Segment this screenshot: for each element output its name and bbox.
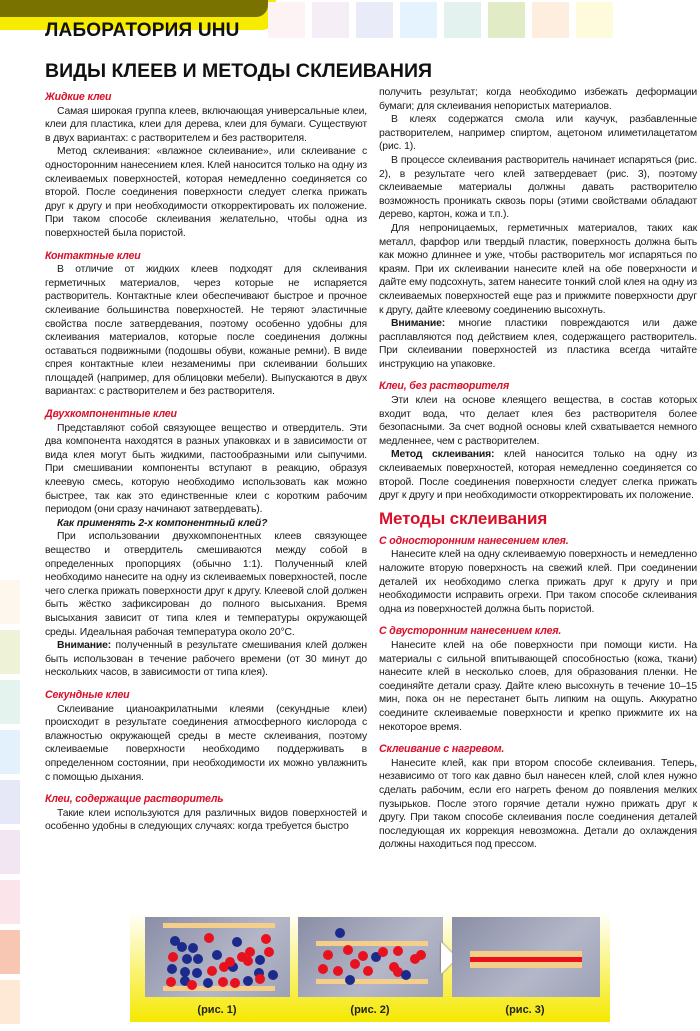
warning-label: Внимание:	[391, 318, 446, 330]
method-label: Метод склеивания:	[391, 449, 495, 461]
section-liquid-glues	[45, 91, 367, 241]
section-heat-method	[379, 743, 697, 852]
color-strip	[0, 980, 20, 1024]
solvent-particle	[335, 928, 345, 938]
color-strip	[0, 880, 20, 924]
color-swatch	[576, 2, 613, 38]
paragraph: Такие клеи используются для различных видов поверхностей и особенно удобны в следующих случаях: когда требуется быстро	[45, 807, 367, 833]
board-bottom	[470, 962, 582, 968]
cured-glue-layer	[470, 957, 582, 962]
section-heading: С односторонним нанесением клея.	[379, 534, 569, 547]
color-swatch	[444, 2, 481, 38]
resin-particle	[261, 934, 271, 944]
resin-particle	[243, 956, 253, 966]
paragraph: Нанесите клей на одну склеиваемую поверхность и немедленно наложите вторую поверхность на свежий клей. При соединении деталей их необходимо слегка прижать друг к другу и при необходимости исправить огрехи. При таком способе склеивания одна из поверхностей должна быть пористой.	[379, 549, 697, 615]
solvent-particle	[177, 942, 187, 952]
paragraph: Нанесите клей на обе поверхности при помощи кисти. На материалы с сильной впитывающей способностью (кожа, ткани) нанесите клей в несколько слоев, для образования пленки. Не соединяйте детали сразу. Дайте клею высохнуть в течение 10–15 мин, пока он не перестанет быть липким на ощупь. Аккуратно соедините склеиваемые поверхности и крепко прижмите их на некоторое время.	[379, 639, 697, 733]
header-bar-dark	[0, 0, 268, 17]
resin-particle	[393, 946, 403, 956]
section-instant-glues	[45, 689, 367, 784]
board-top	[316, 941, 428, 946]
method-text: клей наносится только на одну из склеиваемых поверхностей, которая немедленно соединяется со второй. После соединения поверхности следует слегка прижать друг к другу и при необходимости откорректировать их положение.	[379, 449, 698, 502]
section-heading: Контактные клеи	[45, 249, 141, 262]
color-strip	[0, 930, 20, 974]
color-strip	[0, 830, 20, 874]
board-bottom	[316, 979, 428, 984]
resin-particle	[168, 952, 178, 962]
figure-1-caption: (рис. 1)	[197, 1004, 237, 1016]
color-swatch	[488, 2, 525, 38]
brand-title: ЛАБОРАТОРИЯ UHU	[45, 20, 240, 41]
color-swatch	[356, 2, 393, 38]
resin-particle	[358, 951, 368, 961]
board-top	[163, 923, 275, 928]
resin-particle	[318, 964, 328, 974]
resin-particle	[230, 978, 240, 988]
paragraph: Склеивание цианоакрилатными клеями (секундные клеи) происходит в результате соединения атмосферного кислорода с влажностью окружающей среды в месте склеивания, поэтому склеиваемые поверхности необходимо поддерживать в определенном состоянии, при необходимости их можно увлажнить с помощью дыхания.	[45, 703, 367, 783]
resin-particle	[378, 947, 388, 957]
paragraph: Для непроницаемых, герметичных материалов, таких как металл, фарфор или твердый пластик, поверхность должна быть как можно длиннее и уже, чтобы растворитель мог испаряться по краям. При их склеивании нанесите клей на обе поверхности и дайте ему подсохнуть, затем нанесите тонкий слой клея на одну из склеиваемых поверхностей еще раз и прижмите поверхности друг к другу, дайте клеевому соединению высохнуть.	[379, 222, 697, 316]
solvent-particle	[188, 943, 198, 953]
paragraph: В процессе склеивания растворитель начинает испаряться (рис. 2), в результате чего клей затвердевает (рис. 3), поэтому склеиваемые материалы должны давать растворителю возможность проникать сквозь поры (этими свойствами обладают дерево, картон, кожа и т.п.).	[379, 154, 697, 221]
section-one-side-method	[379, 535, 697, 617]
color-strip	[0, 580, 20, 624]
warning-label: Внимание:	[57, 640, 112, 652]
resin-particle	[323, 950, 333, 960]
solvent-particle	[167, 964, 177, 974]
solvent-particle	[212, 950, 222, 960]
section-solvent-free-glues	[379, 380, 697, 502]
resin-particle	[245, 947, 255, 957]
color-strip	[0, 730, 20, 774]
left-column	[45, 91, 367, 834]
section-heading: Жидкие клеи	[45, 91, 112, 103]
paragraph: Представляют собой связующее вещество и отвердитель. Эти два компонента находятся в разных упаковках и в зависимости от вида клея могут быть жидкими, пастообразными или сыпучими. При смешивании компоненты вступают в реакцию, образуя клеевую смесь, которую необходимо использовать как можно быстрее, так как это единственные клеи с коротким рабочим периодом (они сразу начинают затвердевать).	[45, 422, 367, 516]
resin-particle	[187, 980, 197, 990]
color-swatches	[268, 0, 700, 38]
solvent-particle	[182, 954, 192, 964]
solvent-particle	[255, 955, 265, 965]
color-swatch	[312, 2, 349, 38]
resin-particle	[225, 957, 235, 967]
section-heading: Клеи, без растворителя	[379, 380, 510, 393]
warning-text: многие пластики повреждаются или даже расплавляются под действием клея, содержащего растворитель. При склеивании поверхностей из пластика всегда читайте инструкцию на упаковке.	[379, 318, 697, 370]
resin-particle	[343, 945, 353, 955]
paragraph: Метод склеивания: «влажное склеивание», или склеивание с односторонним нанесением клея. Клей наносится только на одну из склеиваемых поверхностей, которая немедленно соединяется со второй. После соединения поверхности следует слегка прижать друг к другу и при необходимости откорректировать их положение. При таком способе склеивания желательно, чтобы одна из поверхностей была пористой.	[45, 146, 367, 239]
warning-paragraph	[379, 317, 697, 371]
solvent-particle	[203, 978, 213, 988]
color-swatch	[400, 2, 437, 38]
resin-particle	[207, 966, 217, 976]
method-paragraph	[379, 448, 697, 502]
section-heading: Клеи, содержащие растворитель	[45, 793, 224, 806]
paragraph: Самая широкая группа клеев, включающая универсальные клеи, клеи для пластика, клеи для дерева, клеи для бумаги. Существуют в двух вариантах: с растворителем и без растворителя.	[45, 105, 367, 144]
solvent-particle	[232, 937, 242, 947]
board-top	[470, 951, 582, 957]
resin-particle	[333, 966, 343, 976]
solvent-particle	[193, 954, 203, 964]
solvent-particle	[243, 976, 253, 986]
section-two-component-glues	[45, 408, 367, 680]
paragraph: Эти клеи на основе клеящего вещества, в состав которых входит вода, что делает клея без растворителя более безопасными. За счет водной основы клей схватывается немного медленнее, чем с растворителем.	[379, 395, 697, 447]
figure-1-image	[145, 917, 290, 997]
board-bottom	[163, 986, 275, 991]
page-title: ВИДЫ КЛЕЕВ И МЕТОДЫ СКЛЕИВАНИЯ	[45, 60, 433, 82]
color-strip	[0, 630, 20, 674]
section-heading: Секундные клеи	[45, 688, 130, 701]
solvent-particle	[345, 975, 355, 985]
resin-particle	[204, 933, 214, 943]
subheading-question: Как применять 2-х компонентный клей?	[57, 517, 268, 529]
resin-particle	[255, 974, 265, 984]
paragraph: получить результат; когда необходимо избежать деформации бумаги; для склеивания непористых материалов.	[379, 87, 697, 112]
figure-3-image	[452, 917, 600, 997]
resin-particle	[166, 977, 176, 987]
color-swatch	[268, 2, 305, 38]
methods-heading: Методы склеивания	[379, 508, 548, 528]
color-strip	[0, 780, 20, 824]
resin-particle	[416, 950, 426, 960]
figure-3-caption: (рис. 3)	[505, 1004, 545, 1016]
section-solvent-glues-continued	[379, 86, 697, 371]
resin-particle	[218, 977, 228, 987]
warning-text: полученный в результате смешивания клей должен быть использован в течение рабочего времени (от 30 минут до нескольких часов, в зависимости от типа клея).	[45, 640, 367, 679]
solvent-particle	[192, 968, 202, 978]
paragraph: В клеях содержатся смола или каучук, разбавленные растворителем, например спиртом, ацетоном илиметилацетатом (рис. 1).	[379, 114, 697, 153]
section-heading: Склеивание с нагревом.	[379, 743, 505, 756]
color-strip	[0, 680, 20, 724]
figures-strip	[130, 912, 610, 1022]
warning-paragraph	[45, 639, 367, 680]
figure-2-image	[298, 917, 443, 997]
section-heading: С двусторонним нанесением клея.	[379, 625, 562, 638]
solvent-particle	[401, 970, 411, 980]
paragraph: При использовании двухкомпонентных клеев связующее вещество и отвердитель смешиваются между собой в определенных пропорциях (обычно 1:1). Полученный клей необходимо нанесите на одну из склеиваемых поверхностей, после чего слегка прижать поверхности друг к другу. Клеевой слой должен быть жёстко зафиксирован до полного высыхания. Время высыхания зависит от типа клея и температуры окружающей среды. Идеальная рабочая температура около 20°C.	[45, 531, 367, 638]
section-heading: Двухкомпонентные клеи	[45, 408, 177, 421]
right-column	[379, 86, 697, 852]
paragraph: В отличие от жидких клеев подходят для склеивания герметичных материалов, через которые не испаряется растворитель. Контактные клеи обеспечивают быстрое и прочное склеивание большинства поверхностей. Не теряют эластичные свойства после затвердевания, поэтому особенно удобны для склеивания материалов, которые после соединения должны оставаться подвижными (подошвы обуви, кожаные ремни). В виде спрея контактные клеи незаменимы при склеивании больших площадей (например, для облицовки мебели). Выпускаются в двух вариантах: с растворителем и без растворителя.	[45, 264, 367, 398]
resin-particle	[363, 966, 373, 976]
color-swatch	[532, 2, 569, 38]
section-contact-glues	[45, 250, 367, 400]
paragraph: Нанесите клей, как при втором способе склеивания. Теперь, независимо от того как давно был нанесен клей, слой клея нужно сделать рабочим, если его нагреть феном до появления мелких пузырьков. После этого горячие детали нужно прижать друг к другу. При таком способе склеивания после соединения деталей последующая их коррекция невозможна. Детали до охлаждения должны находиться под прессом.	[379, 757, 697, 851]
section-solvent-glues	[45, 793, 367, 834]
figure-2-caption: (рис. 2)	[350, 1004, 390, 1016]
resin-particle	[350, 959, 360, 969]
solvent-particle	[268, 970, 278, 980]
resin-particle	[264, 947, 274, 957]
section-two-side-method	[379, 625, 697, 734]
solvent-particle	[180, 967, 190, 977]
